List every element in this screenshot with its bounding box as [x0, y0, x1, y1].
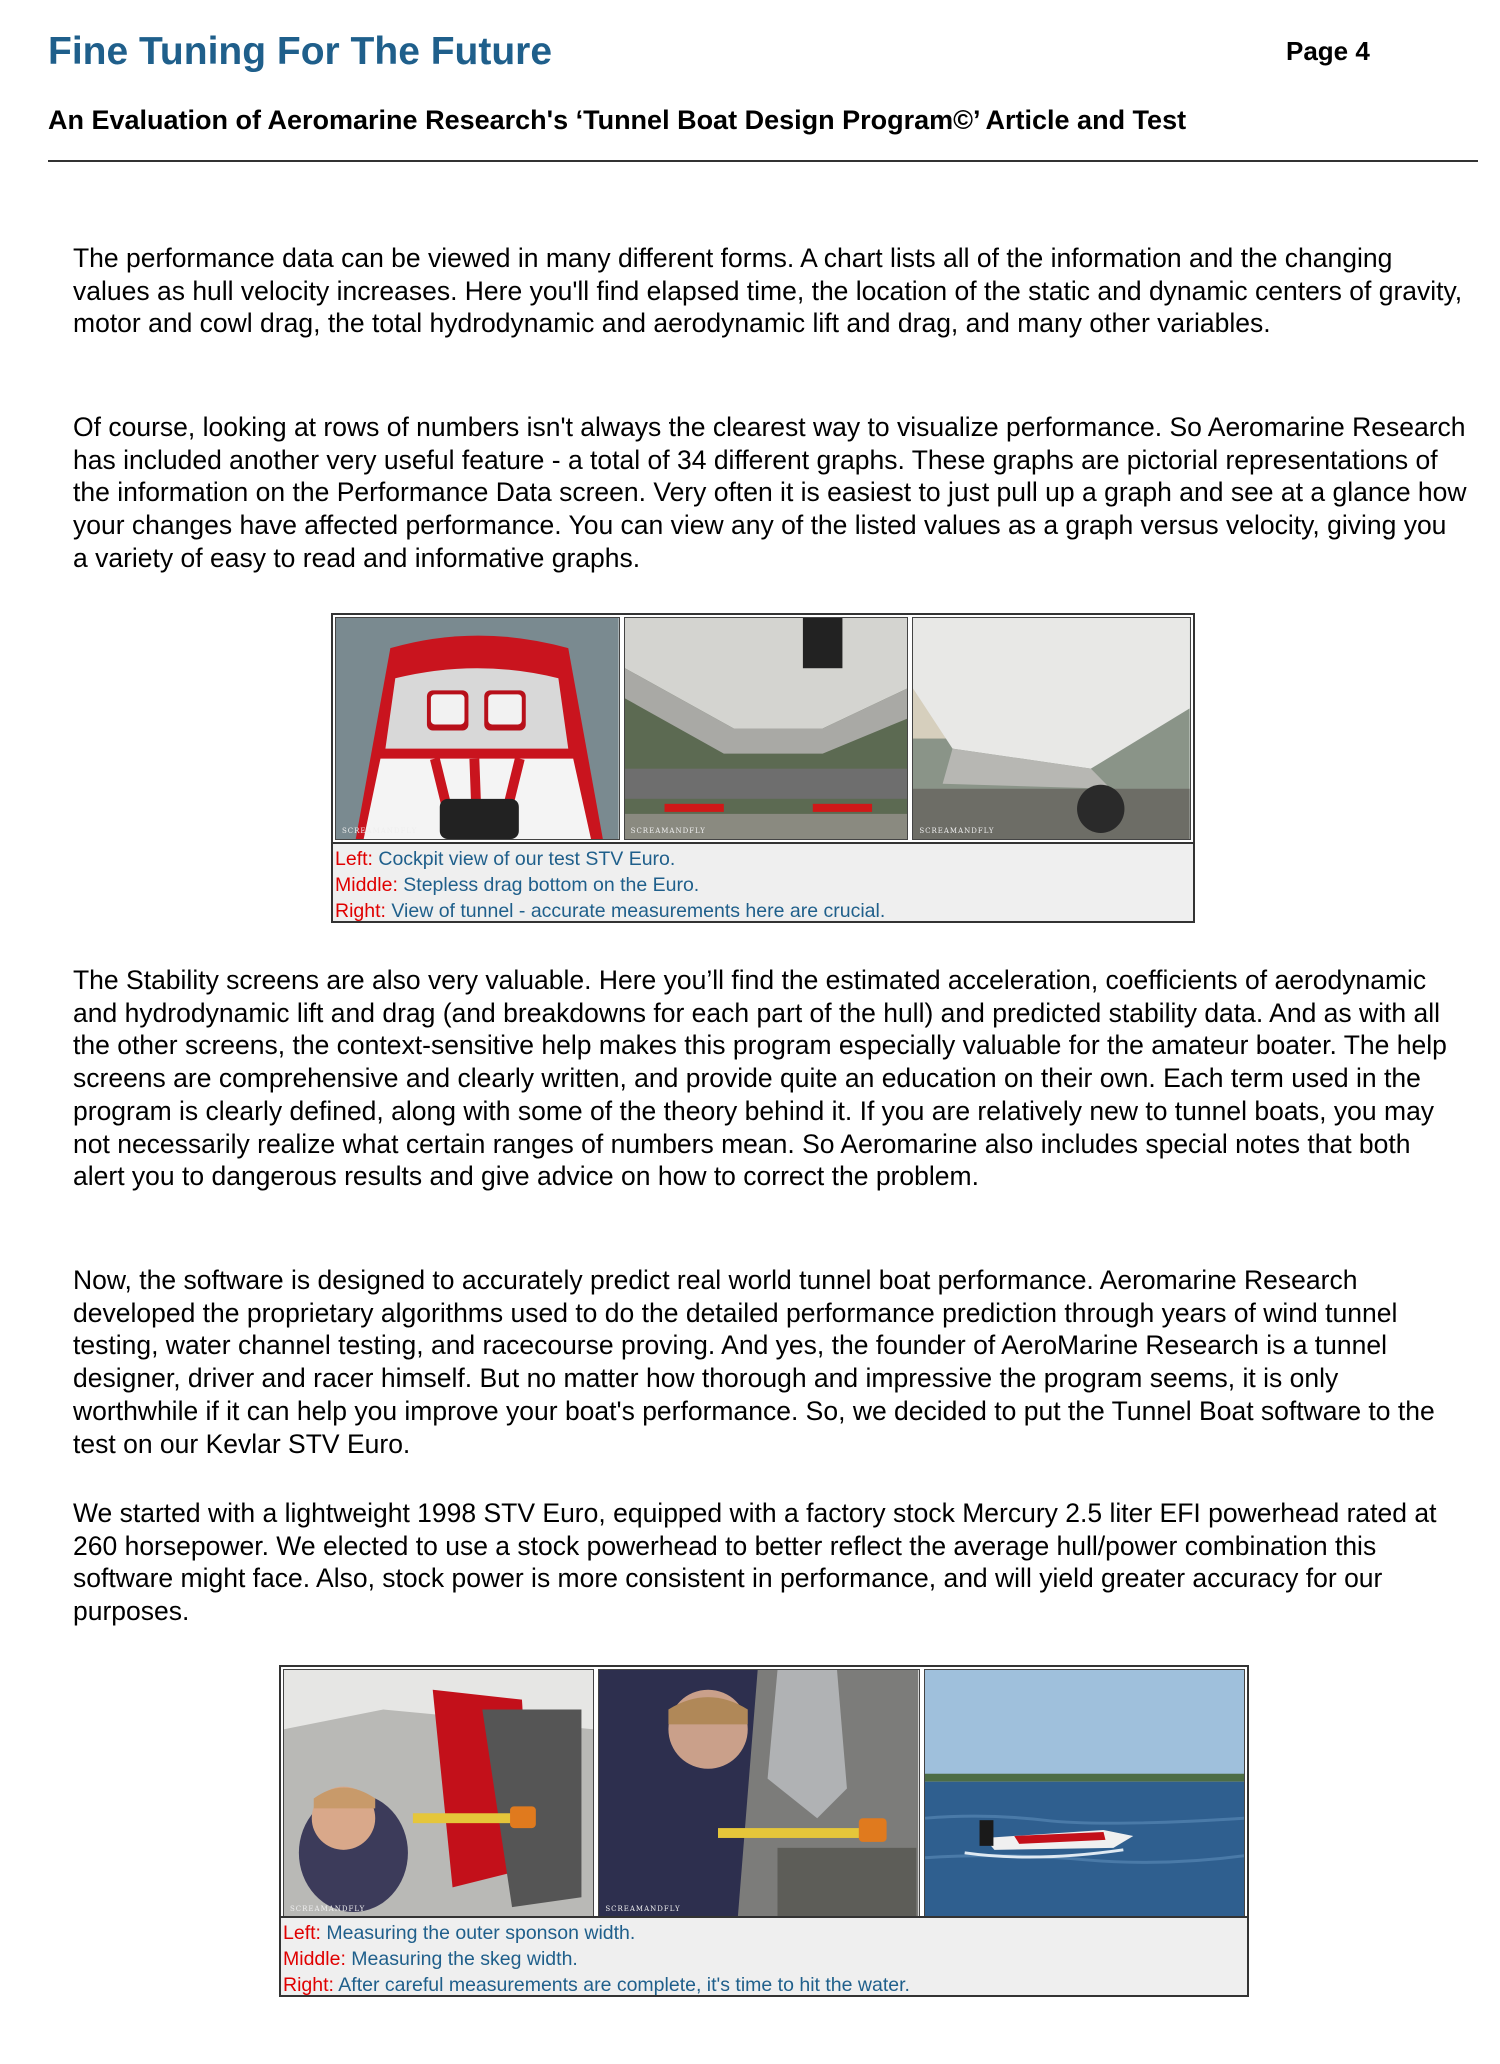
photo-skeg-measure: [598, 1669, 919, 1918]
paragraph-stability-screens: The Stability screens are also very valuable. Here you’ll find the estimated acceleration, coefficients of aerodynamic and hydrodynamic lift and drag (and breakdowns for each part of the hull) and predicted stability data. And as with all the other screens, the context-sensitive help makes this program especially valuable for the amateur boater. The help screens are comprehensive and clearly written, and provide quite an education on their own. Each term used in the program is clearly defined, along with some of the theory behind it. If you are relatively new to tunnel boats, you may not necessarily realize what certain ranges of numbers mean. So Aeromarine also includes special notes that both alert you to dangerous results and give advice on how to correct the problem.: [73, 965, 1447, 1192]
photo-watermark: SCREAMANDFLY: [605, 1905, 681, 1913]
article-subtitle: An Evaluation of Aeromarine Research's ‘Tunnel Boat Design Program©’ Article and Test: [48, 105, 1187, 135]
paragraph-graphs: Of course, looking at rows of numbers isn't always the clearest way to visualize performance. So Aeromarine Research has included another very useful feature - a total of 34 different graphs. These graphs are pictorial representations of the information on the Performance Data screen. Very often it is easiest to just pull up a graph and see at a glance how your changes have affected performance. You can view any of the listed values as a graph versus velocity, giving you a variety of easy to read and informative graphs.: [73, 412, 1467, 573]
paragraph-real-world: Now, the software is designed to accurately predict real world tunnel boat performance. Aeromarine Research developed the proprietary algorithms used to do the detailed performance prediction through years of wind tunnel testing, water channel testing, and racecourse proving. And yes, the founder of AeroMarine Research is a tunnel designer, driver and racer himself. But no matter how thorough and impressive the program seems, it is only worthwhile if it can help you improve your boat's performance. So, we decided to put the Tunnel Boat software to the test on our Kevlar STV Euro.: [73, 1265, 1435, 1459]
caption-line: [335, 898, 1191, 924]
paragraph-test-boat: We started with a lightweight 1998 STV Euro, equipped with a factory stock Mercury 2.5 liter EFI powerhead rated at 260 horsepower. We elected to use a stock powerhead to better reflect the average hull/power combination this software might face. Also, stock power is more consistent in performance, and will yield greater accuracy for our purposes.: [73, 1498, 1437, 1627]
figure-1-caption: [333, 842, 1193, 921]
page-number: Page 4: [1286, 36, 1370, 66]
caption-line: [283, 1946, 1245, 1972]
caption-line: [335, 872, 1191, 898]
caption-key: Right:: [283, 1974, 334, 1996]
caption-key: Left:: [335, 848, 373, 870]
caption-line: [283, 1972, 1245, 1998]
caption-text: View of tunnel - accurate measurements here are crucial.: [385, 900, 886, 922]
photo-tunnel-view: [912, 617, 1191, 840]
caption-key: Right:: [335, 900, 386, 922]
paragraph-performance-data: The performance data can be viewed in many different forms. A chart lists all of the information and the changing values as hull velocity increases. Here you'll find elapsed time, the location of the static and dynamic centers of gravity, motor and cowl drag, the total hydrodynamic and aerodynamic lift and drag, and many other variables.: [73, 243, 1463, 339]
caption-key: Left:: [283, 1922, 321, 1944]
caption-key: Middle:: [283, 1948, 346, 1970]
caption-text: Measuring the skeg width.: [345, 1948, 578, 1970]
article-title: Fine Tuning For The Future: [48, 30, 553, 73]
photo-figure-2: [279, 1665, 1249, 1997]
photo-cockpit-view: [335, 617, 620, 840]
photo-watermark: SCREAMANDFLY: [342, 827, 418, 835]
caption-line: [283, 1920, 1245, 1946]
caption-text: After careful measurements are complete, it's time to hit the water.: [333, 1974, 910, 1996]
photo-watermark: SCREAMANDFLY: [919, 827, 995, 835]
photo-on-the-water: [924, 1669, 1245, 1918]
caption-line: [335, 846, 1191, 872]
photo-watermark: SCREAMANDFLY: [290, 1905, 366, 1913]
photo-sponson-measure: [283, 1669, 594, 1918]
photo-figure-1: [331, 613, 1195, 923]
header-divider: [48, 160, 1478, 162]
caption-key: Middle:: [335, 874, 398, 896]
photo-drag-bottom: [624, 617, 909, 840]
figure-2-caption: [281, 1916, 1247, 1995]
caption-text: Stepless drag bottom on the Euro.: [397, 874, 700, 896]
photo-watermark: SCREAMANDFLY: [630, 827, 706, 835]
caption-text: Measuring the outer sponson width.: [320, 1922, 636, 1944]
caption-text: Cockpit view of our test STV Euro.: [372, 848, 676, 870]
